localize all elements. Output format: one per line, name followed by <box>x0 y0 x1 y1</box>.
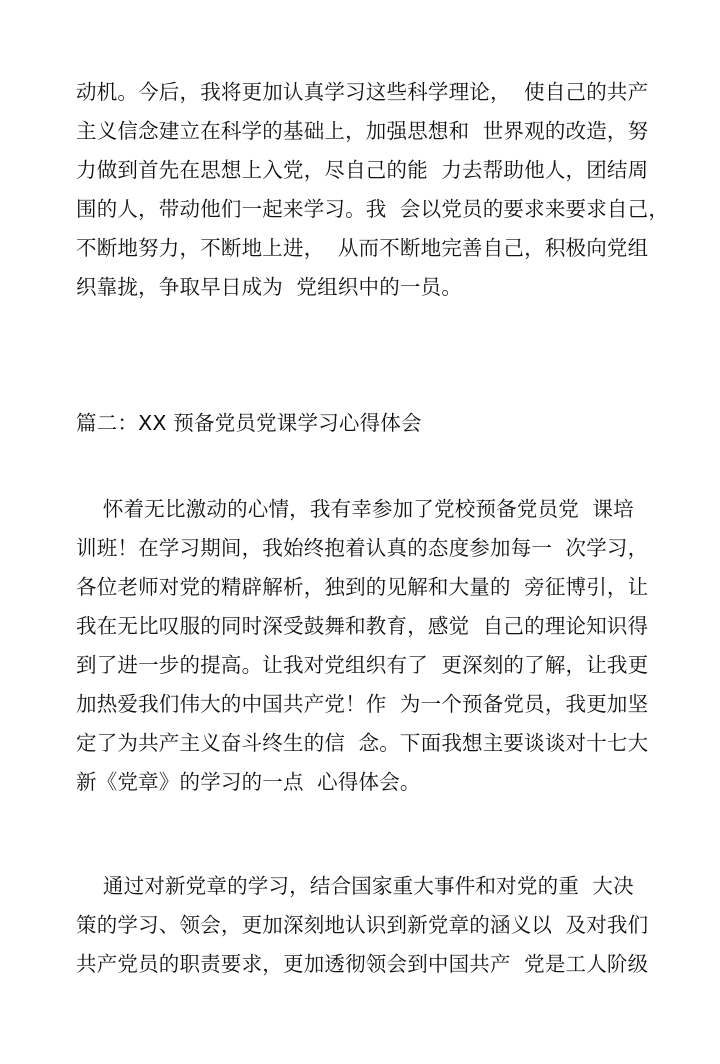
text-line: 不断地努力，不断地上进， 从而不断地完善自己，积极向党组 <box>76 236 649 260</box>
text-line: 新《党章》的学习的一点 心得体会。 <box>76 770 421 794</box>
text-line: 力做到首先在思想上入党，尽自己的能 力去帮助他人，团结周 <box>76 158 649 182</box>
text-line: 动机。今后，我将更加认真学习这些科学理论， 使自己的共产 <box>76 80 649 104</box>
text-line: 训班！在学习期间，我始终抱着认真的态度参加每一 次学习， <box>76 536 649 560</box>
text-line: 定了为共产主义奋斗终生的信 念。下面我想主要谈谈对十七大 <box>76 731 649 755</box>
text-line: 围的人，带动他们一起来学习。我 会以党员的要求来要求自己， <box>76 197 670 221</box>
text-line: 共产党员的职责要求，更加透彻领会到中国共产 党是工人阶级 <box>76 952 649 976</box>
text-line: 加热爱我们伟大的中国共产党！作 为一个预备党员，我更加坚 <box>76 692 649 716</box>
text-line: 织靠拢，争取早日成为 党组织中的一员。 <box>76 275 463 299</box>
text-line: 我在无比叹服的同时深受鼓舞和教育，感觉 自己的理论知识得 <box>76 614 649 638</box>
text-line: 通过对新党章的学习，结合国家重大事件和对党的重 大决 <box>76 874 634 898</box>
text-line: 到了进一步的提高。让我对党组织有了 更深刻的了解，让我更 <box>76 653 649 677</box>
text-line: 各位老师对党的精辟解析，独到的见解和大量的 旁征博引，让 <box>76 575 649 599</box>
text-line: 主义信念建立在科学的基础上，加强思想和 世界观的改造，努 <box>76 119 649 143</box>
section-heading: 篇二：XX 预备党员党课学习心得体会 <box>76 411 422 435</box>
text-line: 怀着无比激动的心情，我有幸参加了党校预备党员党 课培 <box>76 497 634 521</box>
text-line: 策的学习、领会，更加深刻地认识到新党章的涵义以 及对我们 <box>76 913 649 937</box>
